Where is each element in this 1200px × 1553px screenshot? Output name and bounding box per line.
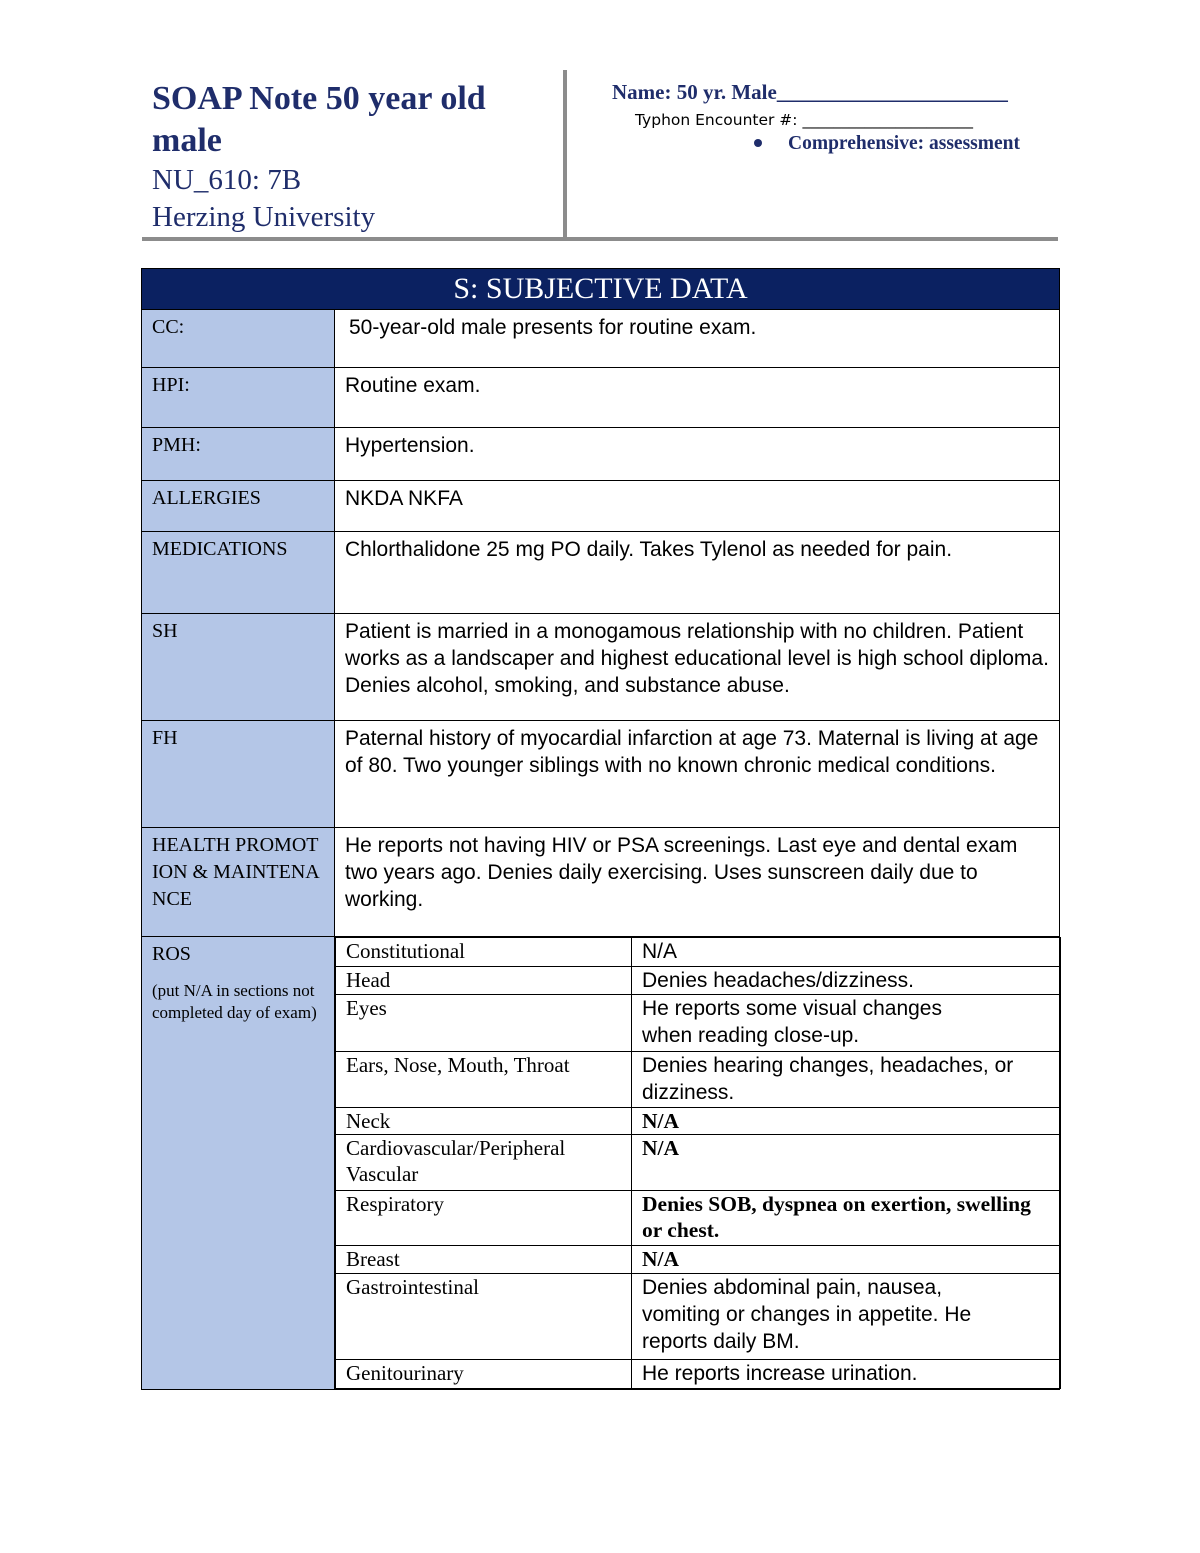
ros-finding: Denies SOB, dyspnea on exertion, swelling or chest. — [632, 1191, 1061, 1246]
comprehensive-label: Comprehensive: assessment — [788, 133, 1021, 154]
patient-name: Name: 50 yr. Male______________________ — [612, 80, 1008, 104]
ros-system: Breast — [336, 1246, 632, 1274]
ros-item — [336, 1052, 1061, 1108]
ros-finding: N/A — [632, 1246, 1061, 1274]
row-value-health-promotion: He reports not having HIV or PSA screenings. Last eye and dental exam two years ago. Denies daily exercising. Uses sunscreen daily due to working. — [335, 828, 1060, 937]
ros-item — [336, 967, 1061, 995]
title-line-2: male — [152, 122, 222, 159]
ros-detail-cell — [335, 937, 1060, 1390]
ros-table — [335, 937, 1061, 1389]
ros-finding: Denies abdominal pain, nausea, vomiting or changes in appetite. He reports daily BM. — [632, 1274, 1061, 1360]
ros-system: Constitutional — [336, 938, 632, 967]
ros-item — [336, 1360, 1061, 1389]
row-label-pmh: PMH: — [142, 428, 335, 481]
ros-system: Head — [336, 967, 632, 995]
title-line-1: SOAP Note 50 year old — [152, 80, 486, 117]
ros-finding: N/A — [632, 938, 1061, 967]
row-value-pmh: Hypertension. — [335, 428, 1060, 481]
document-title — [152, 78, 552, 162]
row-label-cc: CC: — [142, 310, 335, 368]
ros-note: (put N/A in sections not completed day of exam) — [152, 981, 317, 1022]
course-code: NU_610: 7B — [152, 164, 302, 196]
row-value-sh: Patient is married in a monogamous relationship with no children. Patient works as a landscaper and highest educational level is high school diploma. Denies alcohol, smoking, and substance abuse. — [335, 614, 1060, 721]
ros-finding: N/A — [632, 1108, 1061, 1135]
header-info — [612, 80, 1052, 155]
typhon-encounter: Typhon Encounter #: ______________________ — [635, 111, 973, 129]
ros-finding: Denies hearing changes, headaches, or dizziness. — [632, 1052, 1061, 1108]
row-label-health-promotion: HEALTH PROMOTION & MAINTENANCE — [142, 828, 335, 937]
ros-item — [336, 1191, 1061, 1246]
table-row — [142, 368, 1060, 428]
school-name: Herzing University — [152, 201, 376, 233]
row-value-cc: 50-year-old male presents for routine exam. — [335, 310, 1060, 368]
row-label-hpi: HPI: — [142, 368, 335, 428]
row-label-medications: MEDICATIONS — [142, 532, 335, 614]
section-header: S: SUBJECTIVE DATA — [142, 269, 1060, 310]
table-row — [142, 828, 1060, 937]
row-label-fh: FH — [142, 721, 335, 828]
ros-label-cell — [142, 937, 335, 1390]
row-value-medications: Chlorthalidone 25 mg PO daily. Takes Tylenol as needed for pain. — [335, 532, 1060, 614]
row-value-fh: Paternal history of myocardial infarction at age 73. Maternal is living at age of 80. Two younger siblings with no known chronic medical conditions. — [335, 721, 1060, 828]
row-value-hpi: Routine exam. — [335, 368, 1060, 428]
table-row — [142, 481, 1060, 532]
table-row — [142, 310, 1060, 368]
ros-finding: He reports increase urination. — [632, 1360, 1061, 1389]
ros-item — [336, 1108, 1061, 1135]
table-row — [142, 532, 1060, 614]
ros-item — [336, 1135, 1061, 1191]
subjective-data-table — [141, 268, 1060, 1390]
ros-finding: Denies headaches/dizziness. — [632, 967, 1061, 995]
table-row — [142, 614, 1060, 721]
row-label-allergies: ALLERGIES — [142, 481, 335, 532]
ros-system: Gastrointestinal — [336, 1274, 632, 1360]
table-row — [142, 428, 1060, 481]
ros-system: Neck — [336, 1108, 632, 1135]
document-header — [152, 78, 552, 236]
ros-finding: He reports some visual changes when reading close-up. — [632, 995, 1061, 1052]
ros-row — [142, 937, 1060, 1390]
table-row — [142, 721, 1060, 828]
ros-system: Genitourinary — [336, 1360, 632, 1389]
ros-system: Respiratory — [336, 1191, 632, 1246]
comprehensive-item — [754, 133, 1052, 155]
ros-label: ROS — [152, 943, 191, 965]
ros-item — [336, 1246, 1061, 1274]
ros-system: Ears, Nose, Mouth, Throat — [336, 1052, 632, 1108]
ros-system: Eyes — [336, 995, 632, 1052]
ros-item — [336, 938, 1061, 967]
bullet-icon — [754, 139, 762, 147]
header-divider — [563, 70, 567, 238]
ros-finding: N/A — [632, 1135, 1061, 1191]
header-rule — [142, 237, 1058, 241]
ros-item — [336, 995, 1061, 1052]
row-label-sh: SH — [142, 614, 335, 721]
ros-system: Cardiovascular/Peripheral Vascular — [336, 1135, 632, 1191]
row-value-allergies: NKDA NKFA — [335, 481, 1060, 532]
ros-item — [336, 1274, 1061, 1360]
